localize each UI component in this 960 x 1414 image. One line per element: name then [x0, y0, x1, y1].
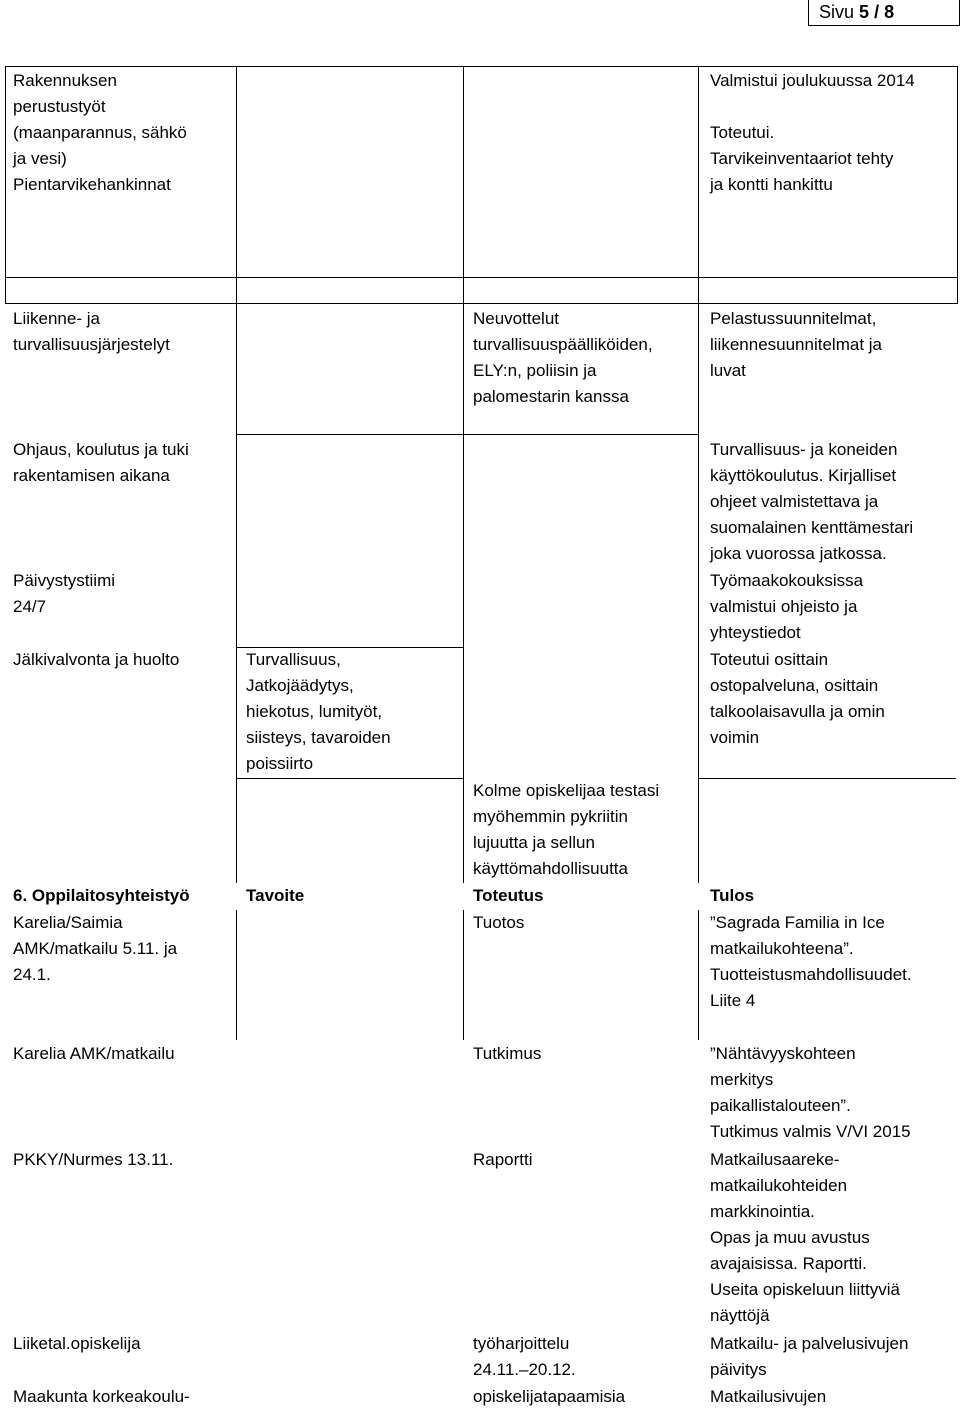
- column-header-toteutus: Toteutus: [473, 886, 544, 905]
- column-header-tavoite: Tavoite: [246, 886, 305, 905]
- cell-pkky-nurmes-toteutus: Raportti: [473, 1150, 533, 1169]
- cell-karelia-amk: Karelia AMK/matkailu: [13, 1044, 175, 1063]
- page-total: 8: [884, 2, 895, 22]
- cell-maintenance-tasks: Turvallisuus, Jatkojäädytys, hiekotus, lumityöt, siisteys, tavaroiden poissiirto: [246, 650, 391, 773]
- cell-karelia-saimia-toteutus: Tuotos: [473, 913, 525, 932]
- cell-pkky-nurmes-tulos: Matkailusaareke- matkailukohteiden markkinointia. Opas ja muu avustus avajaisissa. Raportti. Useita opiskeluun liittyviä näyttöjä: [710, 1150, 900, 1325]
- cell-guidance: Ohjaus, koulutus ja tuki rakentamisen aikana: [13, 440, 189, 485]
- cell-karelia-amk-tulos: ”Nähtävyyskohteen merkitys paikallistalouteen”. Tutkimus valmis V/VI 2015: [710, 1044, 911, 1141]
- cell-pkky-nurmes: PKKY/Nurmes 13.11.: [13, 1150, 174, 1169]
- cell-karelia-amk-toteutus: Tutkimus: [473, 1044, 542, 1063]
- cell-business-student-toteutus: työharjoittelu 24.11.–20.12.: [473, 1334, 576, 1379]
- cell-maintenance-result: Toteutui osittain ostopalveluna, osittain talkoolaisavulla ja omin voimin: [710, 650, 885, 747]
- cell-regional-university-tulos: Matkailusivujen: [710, 1387, 827, 1406]
- cell-karelia-saimia: Karelia/Saimia AMK/matkailu 5.11. ja 24.1.: [13, 913, 178, 984]
- cell-foundation-works: Rakennuksen perustustyöt (maanparannus, sähkö ja vesi) Pientarvikehankinnat: [13, 71, 187, 194]
- page-current: 5: [859, 2, 870, 22]
- cell-regional-university-toteutus: opiskelijatapaamisia: [473, 1387, 626, 1406]
- page-indicator: [808, 0, 960, 26]
- cell-regional-university: Maakunta korkeakoulu-: [13, 1387, 190, 1406]
- cell-business-student: Liiketal.opiskelija: [13, 1334, 141, 1353]
- cell-foundation-result: Valmistui joulukuussa 2014 Toteutui. Tarvikeinventaariot tehty ja kontti hankittu: [710, 71, 915, 194]
- cell-duty-result: Työmaakokouksissa valmistui ohjeisto ja yhteystiedot: [710, 571, 864, 642]
- column-header-tulos: Tulos: [710, 886, 755, 905]
- cell-traffic-safety: Liikenne- ja turvallisuusjärjestelyt: [13, 309, 170, 354]
- cell-duty-team: Päivystystiimi 24/7: [13, 571, 116, 616]
- section-6-heading: 6. Oppilaitosyhteistyö: [13, 886, 190, 905]
- cell-guidance-result: Turvallisuus- ja koneiden käyttökoulutus. Kirjalliset ohjeet valmistettava ja suomalainen kenttämestari joka vuorossa jatkossa.: [710, 440, 914, 563]
- page-separator: /: [874, 2, 880, 22]
- cell-traffic-negotiations: Neuvottelut turvallisuuspäälliköiden, ELY:n, poliisin ja palomestarin kanssa: [473, 309, 653, 406]
- cell-karelia-saimia-tulos: ”Sagrada Familia in Ice matkailukohteena”. Tuotteistusmahdollisuudet. Liite 4: [710, 913, 912, 1010]
- cell-maintenance: Jälkivalvonta ja huolto: [13, 650, 180, 669]
- cell-business-student-tulos: Matkailu- ja palvelusivujen päivitys: [710, 1334, 909, 1379]
- page-prefix: Sivu: [819, 2, 855, 22]
- cell-student-testing: Kolme opiskelijaa testasi myöhemmin pykriitin lujuutta ja sellun käyttömahdollisuutta: [473, 781, 660, 878]
- cell-traffic-result: Pelastussuunnitelmat, liikennesuunnitelmat ja luvat: [710, 309, 882, 380]
